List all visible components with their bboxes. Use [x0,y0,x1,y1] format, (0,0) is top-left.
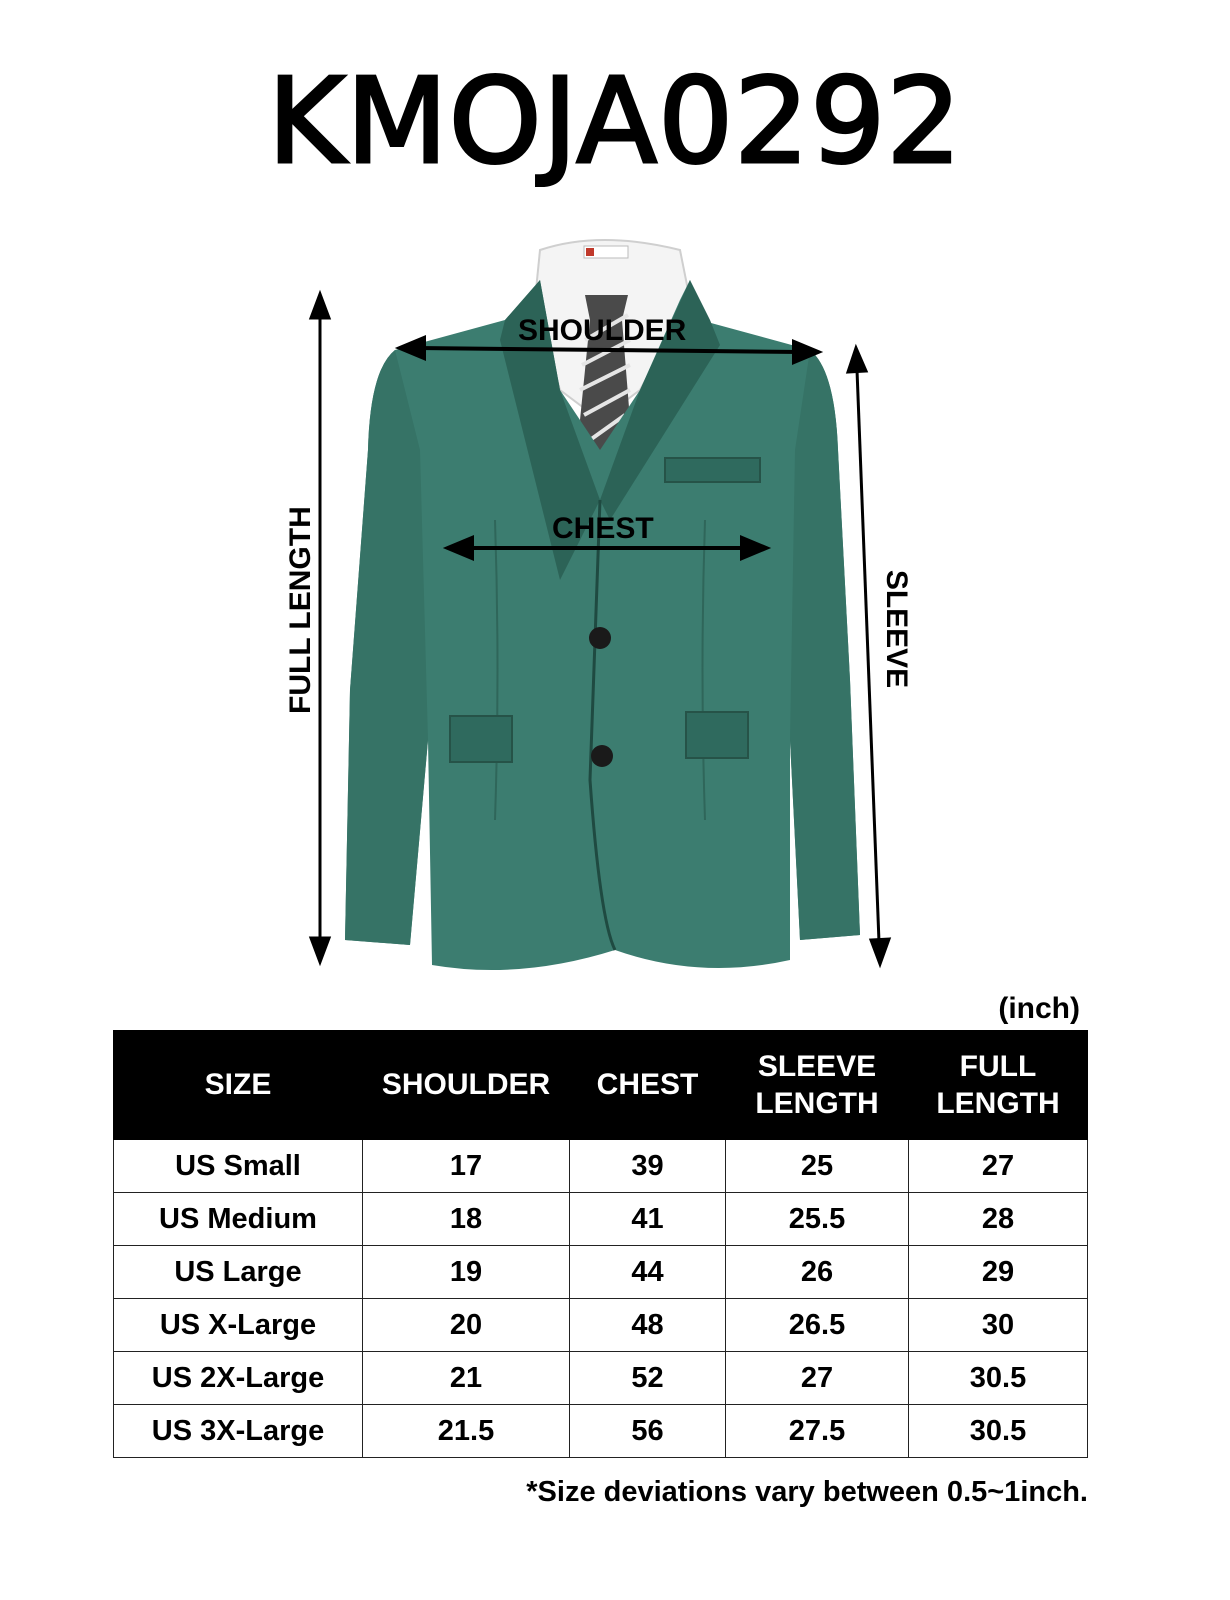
cell-size: US 2X-Large [114,1352,363,1405]
cell-sleeve-length: 26.5 [726,1299,909,1352]
page-title: KMOJA0292 [267,52,963,190]
size-chart-table [113,1030,1088,1458]
cell-chest: 56 [570,1405,726,1458]
left-sleeve [345,350,428,945]
table-row [114,1140,1088,1193]
cell-sleeve-length: 26 [726,1246,909,1299]
unit-label: (inch) [998,992,1080,1025]
table-row [114,1405,1088,1458]
table-row [114,1299,1088,1352]
cell-size: US X-Large [114,1299,363,1352]
cell-chest: 48 [570,1299,726,1352]
cell-full-length: 28 [909,1193,1088,1246]
cell-full-length: 29 [909,1246,1088,1299]
cell-sleeve-length: 27 [726,1352,909,1405]
cell-full-length: 30.5 [909,1405,1088,1458]
cell-sleeve-length: 25.5 [726,1193,909,1246]
right-sleeve [790,350,860,940]
button-top [589,627,611,649]
sleeve-label: SLEEVE [880,569,913,689]
cell-chest: 44 [570,1246,726,1299]
cell-size: US Small [114,1140,363,1193]
cell-shoulder: 19 [363,1246,570,1299]
cell-shoulder: 17 [363,1140,570,1193]
table-header-row [114,1031,1088,1140]
header-full-length: FULL LENGTH [909,1031,1088,1140]
cell-chest: 41 [570,1193,726,1246]
chest-label: CHEST [552,512,654,545]
size-deviation-note: *Size deviations vary between 0.5~1inch. [526,1476,1088,1508]
cell-size: US 3X-Large [114,1405,363,1458]
cell-sleeve-length: 27.5 [726,1405,909,1458]
cell-shoulder: 18 [363,1193,570,1246]
jacket-measurement-figure [0,220,1230,980]
cell-full-length: 27 [909,1140,1088,1193]
cell-full-length: 30 [909,1299,1088,1352]
cell-size: US Medium [114,1193,363,1246]
cell-shoulder: 21 [363,1352,570,1405]
table-row [114,1352,1088,1405]
table-row [114,1193,1088,1246]
header-sleeve-length: SLEEVE LENGTH [726,1031,909,1140]
chest-pocket [665,458,760,482]
cell-full-length: 30.5 [909,1352,1088,1405]
shoulder-label: SHOULDER [518,314,687,347]
left-flap-pocket [450,716,512,762]
header-chest: CHEST [570,1031,726,1140]
header-size: SIZE [114,1031,363,1140]
cell-chest: 39 [570,1140,726,1193]
table-row [114,1246,1088,1299]
right-flap-pocket [686,712,748,758]
full-length-label: FULL LENGTH [284,506,317,714]
button-bottom [591,745,613,767]
cell-shoulder: 20 [363,1299,570,1352]
cell-size: US Large [114,1246,363,1299]
header-shoulder: SHOULDER [363,1031,570,1140]
cell-shoulder: 21.5 [363,1405,570,1458]
cell-sleeve-length: 25 [726,1140,909,1193]
cell-chest: 52 [570,1352,726,1405]
